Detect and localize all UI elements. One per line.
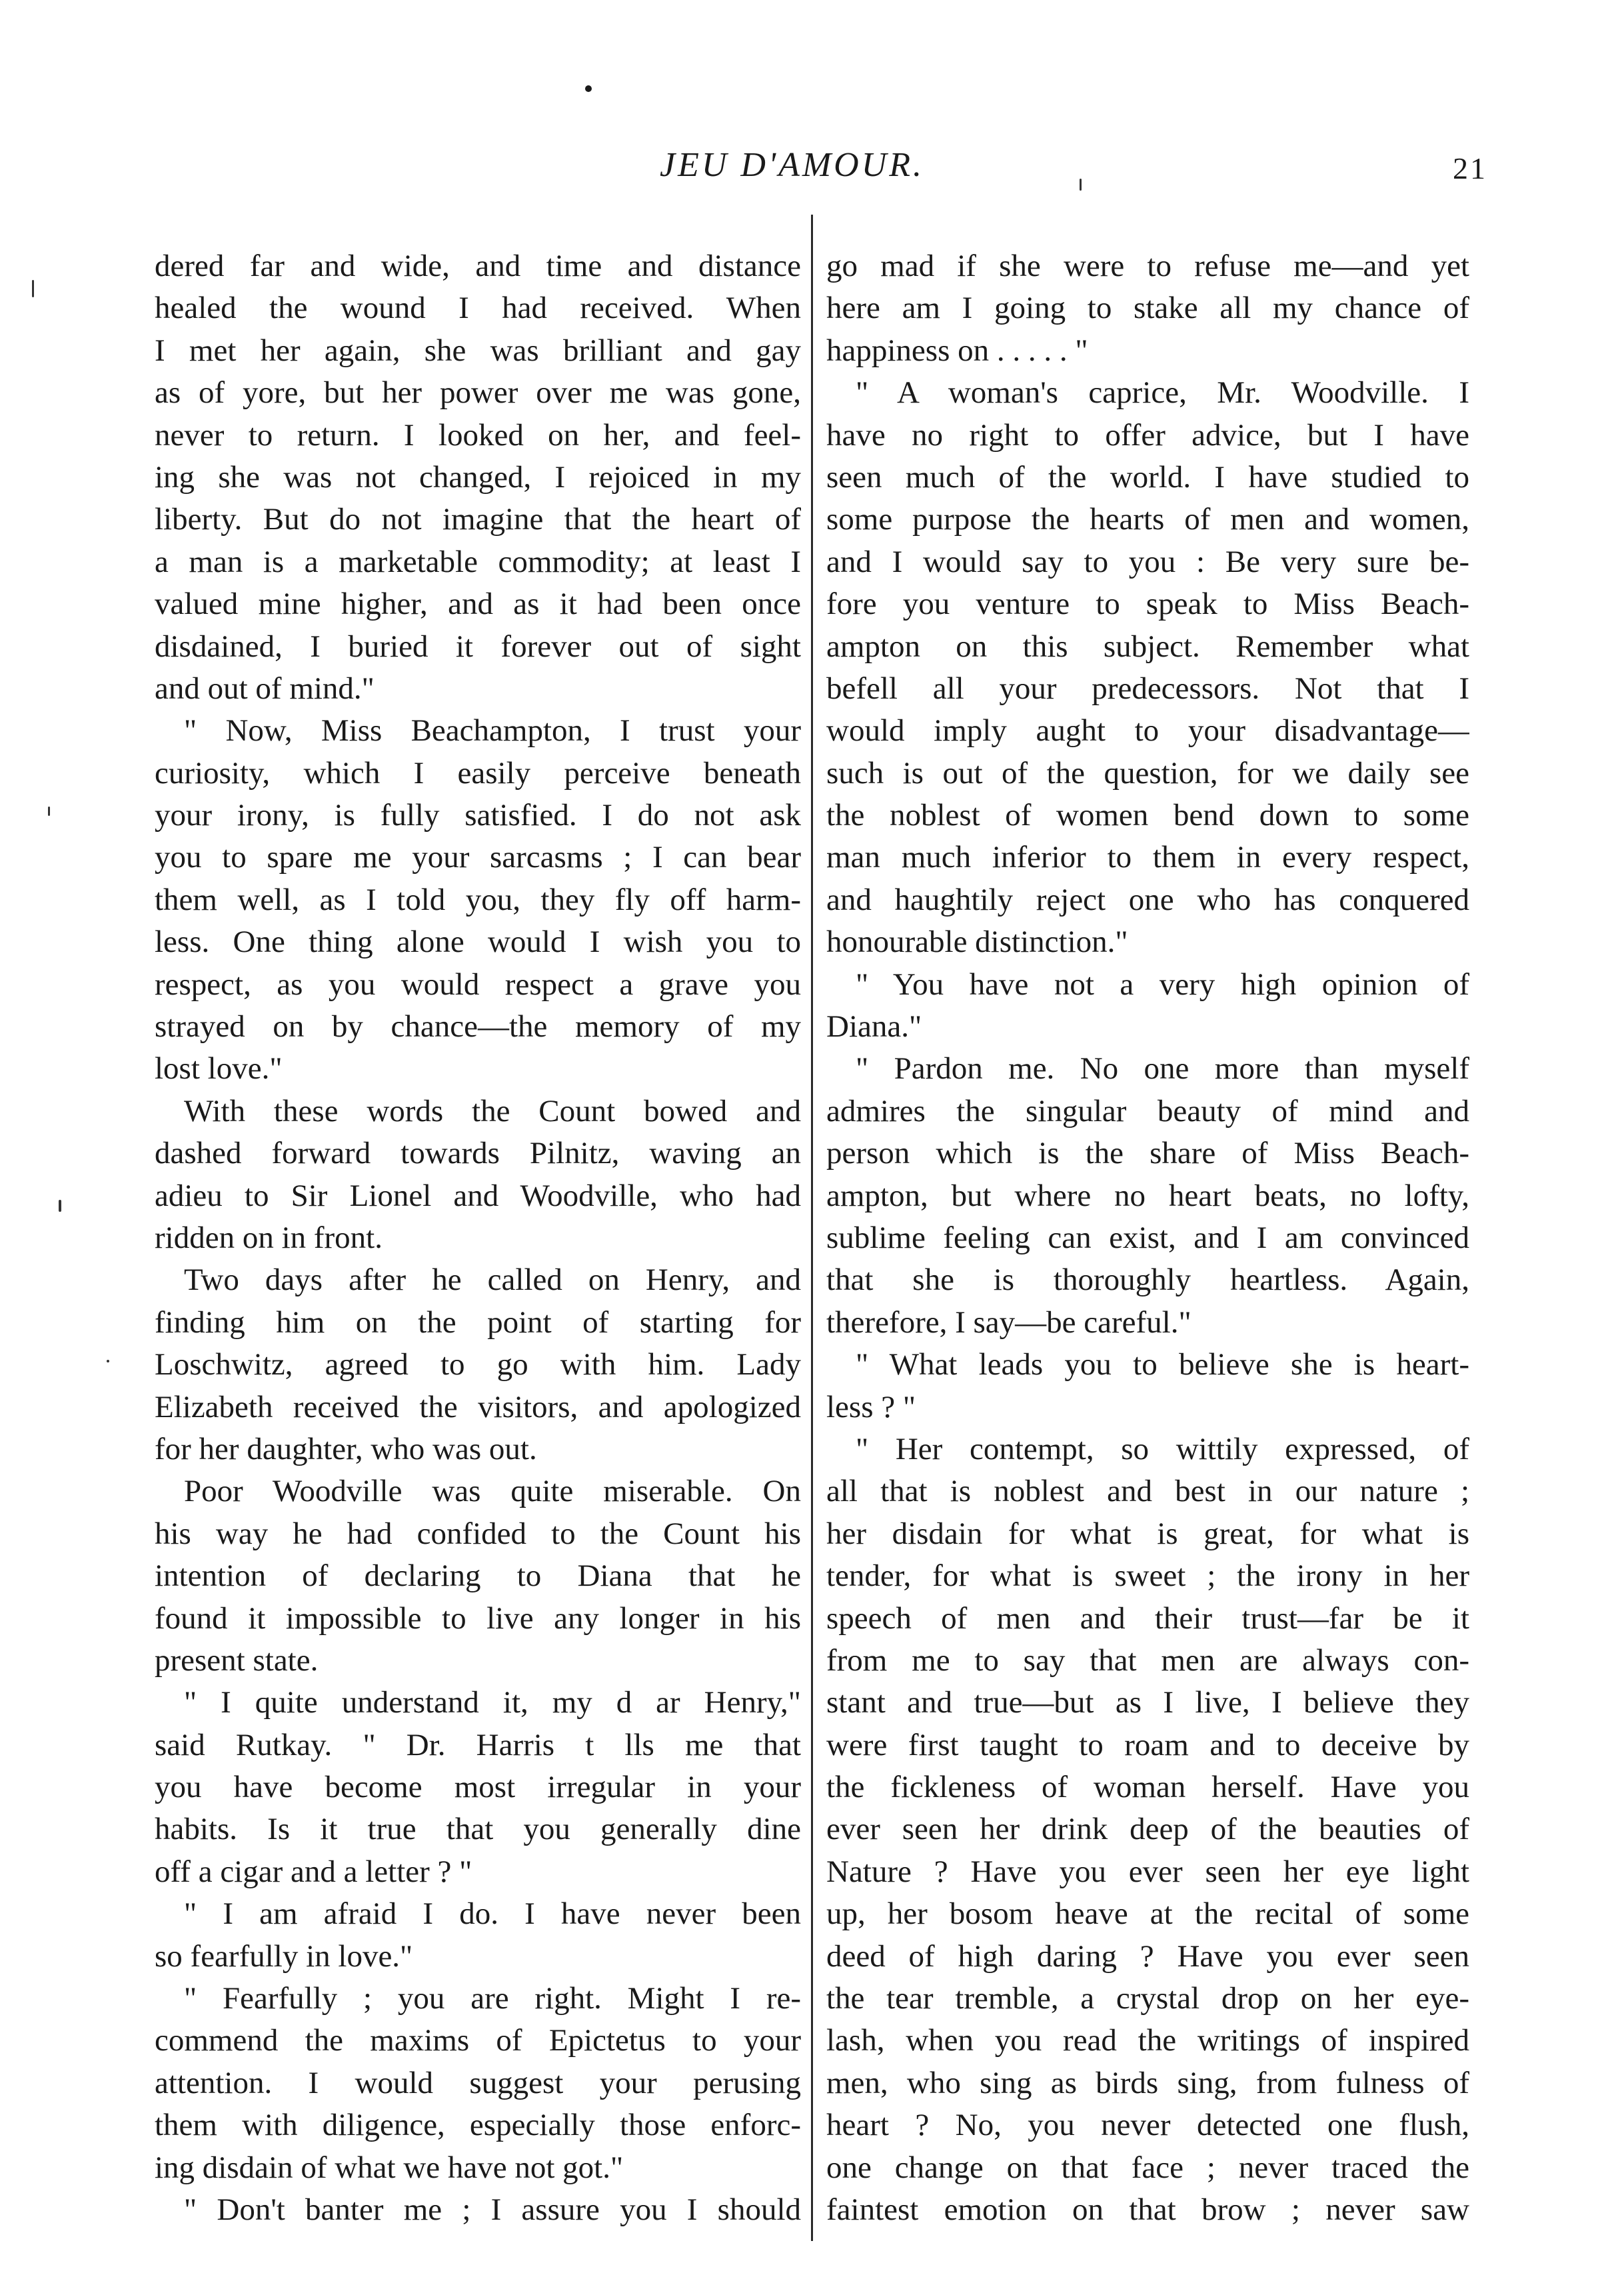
text-line: less ? " (826, 1389, 916, 1424)
text-line: you have become most irregular in your (155, 1770, 801, 1805)
text-line: ampton, but where no heart beats, no lofty, (826, 1178, 1469, 1213)
text-line: admires the singular beauty of mind and (826, 1093, 1469, 1129)
text-line: With these words the Count bowed and (184, 1093, 801, 1129)
text-line: ever seen her drink deep of the beauties of (826, 1812, 1469, 1847)
text-line: have no right to offer advice, but I have (826, 417, 1469, 453)
text-line: seen much of the world. I have studied to (826, 459, 1469, 495)
text-line: happiness on . . . . . " (826, 333, 1088, 368)
text-line: faintest emotion on that brow ; never saw (826, 2192, 1469, 2227)
text-line: therefore, I say—be careful." (826, 1304, 1192, 1340)
text-line: " Fearfully ; you are right. Might I re- (184, 1981, 801, 2016)
text-line: lash, when you read the writings of inspired (826, 2023, 1469, 2058)
text-line: respect, as you would respect a grave you (155, 967, 801, 1002)
text-line: strayed on by chance—the memory of my (155, 1009, 801, 1045)
text-line: less. One thing alone would I wish you to (155, 925, 801, 960)
text-line: habits. Is it true that you generally dine (155, 1812, 801, 1847)
running-head (0, 145, 1624, 192)
text-line: stant and true—but as I live, I believe they (826, 1685, 1469, 1720)
text-line: dered far and wide, and time and distance (155, 249, 801, 283)
text-line: liberty. But do not imagine that the heart of (155, 502, 801, 537)
text-line: Nature ? Have you ever seen her eye light (826, 1854, 1469, 1889)
text-line: said Rutkay. " Dr. Harris t lls me that (155, 1727, 801, 1762)
text-line: " I am afraid I do. I have never been (184, 1896, 801, 1932)
text-line: " I quite understand it, my d ar Henry," (184, 1685, 801, 1720)
print-speck (48, 807, 50, 816)
text-line: for her daughter, who was out. (155, 1431, 537, 1466)
text-line: I met her again, she was brilliant and gay (155, 333, 801, 368)
text-line: Two days after he called on Henry, and (184, 1262, 801, 1298)
text-line: ing disdain of what we have not got." (155, 2150, 624, 2185)
text-line: men, who sing as birds sing, from fulness of (826, 2065, 1469, 2100)
text-line: them well, as I told you, they fly off harm- (155, 882, 801, 917)
text-line: Loschwitz, agreed to go with him. Lady (155, 1347, 801, 1382)
running-title: JEU D'AMOUR. (660, 146, 925, 184)
text-line: healed the wound I had received. When (155, 291, 801, 326)
text-line: dashed forward towards Pilnitz, waving an (155, 1136, 801, 1171)
text-line: " You have not a very high opinion of (856, 967, 1469, 1002)
text-line: your irony, is fully satisfied. I do not ask (155, 798, 801, 833)
print-speck (107, 1360, 109, 1362)
text-line: adieu to Sir Lionel and Woodville, who had (155, 1178, 801, 1213)
text-line: all that is noblest and best in our nature ; (826, 1474, 1469, 1509)
text-line: " Her contempt, so wittily expressed, of (856, 1431, 1469, 1466)
text-line: off a cigar and a letter ? " (155, 1854, 472, 1889)
text-line: tender, for what is sweet ; the irony in her (826, 1558, 1469, 1594)
text-line: go mad if she were to refuse me—and yet (826, 249, 1469, 283)
text-line: honourable distinction." (826, 925, 1128, 960)
text-line: heart ? No, you never detected one flush, (826, 2108, 1469, 2143)
text-line: were first taught to roam and to deceive by (826, 1727, 1469, 1762)
text-line: so fearfully in love." (155, 1938, 413, 1974)
text-line: intention of declaring to Diana that he (155, 1558, 801, 1594)
text-line: valued mine higher, and as it had been once (155, 587, 801, 622)
text-line: from me to say that men are always con- (826, 1642, 1469, 1678)
text-line: curiosity, which I easily perceive beneath (155, 755, 801, 791)
text-line: one change on that face ; never traced the (826, 2150, 1469, 2185)
text-line: the tear tremble, a crystal drop on her eye- (826, 1981, 1469, 2016)
text-line: the fickleness of woman herself. Have you (826, 1770, 1469, 1805)
text-line: lost love." (155, 1051, 283, 1087)
text-line: " What leads you to believe she is heart- (856, 1347, 1469, 1382)
text-line: up, her bosom heave at the recital of some (826, 1896, 1469, 1932)
text-line: " Don't banter me ; I assure you I should (184, 2192, 801, 2227)
print-speck (585, 85, 592, 92)
page-number: 21 (1453, 151, 1487, 185)
text-line: and haughtily reject one who has conquered (826, 882, 1469, 917)
text-line: present state. (155, 1642, 319, 1678)
text-line: disdained, I buried it forever out of sight (155, 629, 801, 664)
text-line: commend the maxims of Epictetus to your (155, 2023, 801, 2058)
text-line: " Pardon me. No one more than myself (856, 1051, 1469, 1087)
text-line: ing she was not changed, I rejoiced in my (155, 459, 801, 495)
text-line: person which is the share of Miss Beach- (826, 1136, 1469, 1171)
left-column (155, 245, 801, 2231)
print-speck (32, 280, 34, 297)
text-line: sublime feeling can exist, and I am convinced (826, 1220, 1469, 1255)
text-line: some purpose the hearts of men and women, (826, 502, 1469, 537)
text-line: her disdain for what is great, for what is (826, 1516, 1469, 1551)
text-line: Poor Woodville was quite miserable. On (184, 1474, 801, 1509)
text-line: attention. I would suggest your perusing (155, 2065, 801, 2100)
text-line: befell all your predecessors. Not that I (826, 671, 1469, 706)
text-line: Diana." (826, 1009, 922, 1045)
text-line: and I would say to you : Be very sure be- (826, 544, 1469, 579)
text-line: never to return. I looked on her, and feel- (155, 417, 801, 453)
column-divider (811, 215, 813, 2241)
text-line: ampton on this subject. Remember what (826, 629, 1469, 664)
text-line: a man is a marketable commodity; at least I (155, 544, 801, 579)
text-line: finding him on the point of starting for (155, 1304, 801, 1340)
text-line: " Now, Miss Beachampton, I trust your (184, 713, 801, 749)
text-line: you to spare me your sarcasms ; I can bear (155, 840, 801, 875)
text-line: and out of mind." (155, 671, 375, 706)
text-line: as of yore, but her power over me was gone, (155, 375, 801, 411)
text-line: ridden on in front. (155, 1220, 383, 1255)
text-line: found it impossible to live any longer in his (155, 1600, 801, 1636)
print-speck (59, 1200, 61, 1212)
text-line: speech of men and their trust—far be it (826, 1600, 1469, 1636)
text-line: fore you venture to speak to Miss Beach- (826, 587, 1469, 622)
text-line: would imply aught to your disadvantage— (826, 713, 1469, 749)
text-line: that she is thoroughly heartless. Again, (826, 1262, 1469, 1298)
text-line: his way he had confided to the Count his (155, 1516, 801, 1551)
text-line: them with diligence, especially those enforc- (155, 2108, 801, 2143)
text-line: the noblest of women bend down to some (826, 798, 1469, 833)
text-line: deed of high daring ? Have you ever seen (826, 1938, 1469, 1974)
text-line: here am I going to stake all my chance of (826, 291, 1469, 326)
text-line: such is out of the question, for we daily see (826, 755, 1469, 791)
right-column (826, 245, 1469, 2231)
text-line: Elizabeth received the visitors, and apologized (155, 1389, 801, 1424)
text-line: man much inferior to them in every respect, (826, 840, 1469, 875)
text-line: " A woman's caprice, Mr. Woodville. I (856, 375, 1469, 411)
print-speck (1080, 179, 1082, 191)
